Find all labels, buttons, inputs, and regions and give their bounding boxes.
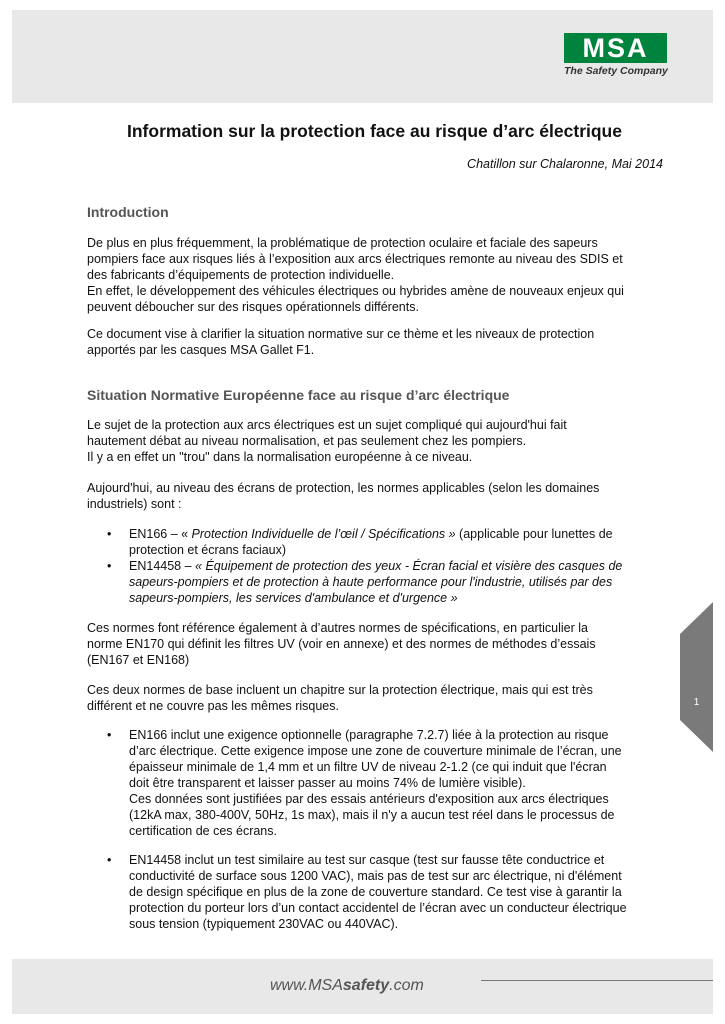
text-line: épaisseur minimale de 1,4 mm et un filtre UV de niveau 2-1.2 (ce qui induit que l'écran [129,760,607,774]
bullet-text [129,727,622,839]
text-line: de design spécifique en plus de la zone de couverture standard. Ce test vise à garantir la [129,885,622,899]
text-line: différent et ne couvre pas les mêmes risques. [87,699,339,713]
text-line: pompiers face aux risques liés à l’exposition aux arcs électriques remonte au niveau des SDIS et [87,252,623,266]
text-line: (12kA max, 380-400V, 50Hz, 1s max), mais il n'y a aucun test réel dans le processus de [129,808,615,822]
italic-run: « Équipement de protection des yeux - Écran facial et visière des casques de [195,559,623,573]
text-run: EN14458 – [129,559,196,573]
intro-paragraph-1 [87,235,677,315]
text-line: Aujourd'hui, au niveau des écrans de protection, les normes applicables (selon les domaines [87,481,600,495]
text-line [129,558,622,574]
text-line [129,526,613,542]
normative-paragraph-1 [87,417,677,465]
text-line: Il y a en effet un "trou" dans la normalisation européenne à ce niveau. [87,450,473,464]
text-line: apportés par les casques MSA Gallet F1. [87,343,315,357]
logo-mark: MSA [564,33,667,63]
normative-paragraph-2 [87,480,677,512]
place-date: Chatillon sur Chalaronne, Mai 2014 [467,157,663,171]
text-line: protection du porteur lors d’un contact accidentel de l’écran avec un conducteur électrique [129,901,627,915]
text-line: conductivité de surface sous 1200 VAC), mais pas de test sur arc électrique, ni d'élément [129,869,622,883]
text-line: En effet, le développement des véhicules électriques ou hybrides amène de nouveaux enjeux qui [87,284,624,298]
text-line: De plus en plus fréquemment, la problématique de protection oculaire et faciale des sapeurs [87,236,598,250]
text-line: industriels) sont : [87,497,182,511]
text-run: (applicable pour lunettes de [455,527,613,541]
text-line: Ces normes font référence également à d’autres normes de spécifications, en particulier la [87,621,588,635]
bullet-icon: • [107,559,112,573]
text-line: EN14458 inclut un test similaire au test sur casque (test sur fausse tête conductrice et [129,853,605,867]
page-number: 1 [693,697,700,708]
page-tab-shape [680,602,713,752]
intro-heading: Introduction [87,204,169,220]
text-line: peuvent déboucher sur des risques opérationnels différents. [87,300,419,314]
footer-url[interactable] [270,977,424,995]
text-line: EN166 inclut une exigence optionnelle (paragraphe 7.2.7) liée à la protection au risque [129,728,609,742]
logo-tagline: The Safety Company [564,65,668,77]
url-suffix: .com [389,977,424,994]
text-line: (EN167 et EN168) [87,653,190,667]
text-line: sous tension (typiquement 230VAC ou 440VAC). [129,917,399,931]
text-line: sapeurs-pompiers, les services d'ambulance et d'urgence » [129,591,458,605]
normative-paragraph-3 [87,620,677,668]
text-line: sapeurs-pompiers et de protection à haute performance pour l'industrie, utilisés par des [129,575,613,589]
bullet-icon: • [107,728,112,742]
text-line: protection et écrans faciaux) [129,543,287,557]
bullet-text [129,526,613,558]
text-line: Le sujet de la protection aux arcs électriques est un sujet compliqué qui aujourd'hui fait [87,418,567,432]
text-line: norme EN170 qui définit les filtres UV (voir en annexe) et des normes de méthodes d’essais [87,637,596,651]
text-line: doit être transparent et laisser passer au moins 74% de lumière visible). [129,776,526,790]
text-run: EN166 – « [129,527,192,541]
italic-run: Protection Individuelle de l’œil / Spécifications » [191,527,456,541]
bullet-icon: • [107,853,112,867]
page-tab [680,602,713,752]
url-bold: safety [342,977,390,994]
footer-divider [481,980,713,981]
text-line: des fabricants d’équipements de protection individuelle. [87,268,395,282]
page-title: Information sur la protection face au risque d’arc électrique [127,121,622,141]
text-line: certification de ces écrans. [129,824,277,838]
msa-logo [564,33,667,81]
text-line: Ce document vise à clarifier la situation normative sur ce thème et les niveaux de protection [87,327,595,341]
text-line: Ces deux normes de base incluent un chapitre sur la protection électrique, mais qui est très [87,683,593,697]
text-line: hautement débat au niveau normalisation, et pas seulement chez les pompiers. [87,434,527,448]
url-prefix: www.MSA [270,977,343,994]
intro-paragraph-2 [87,326,677,358]
normative-paragraph-4 [87,682,677,714]
text-line: Ces données sont justifiées par des essais antérieurs d'exposition aux arcs électriques [129,792,609,806]
bullet-text [129,558,622,606]
text-line: d’arc électrique. Cette exigence impose une zone de couverture minimale de l’écran, une [129,744,622,758]
bullet-text [129,852,627,932]
normative-heading: Situation Normative Européenne face au risque d’arc électrique [87,387,510,403]
bullet-icon: • [107,527,112,541]
